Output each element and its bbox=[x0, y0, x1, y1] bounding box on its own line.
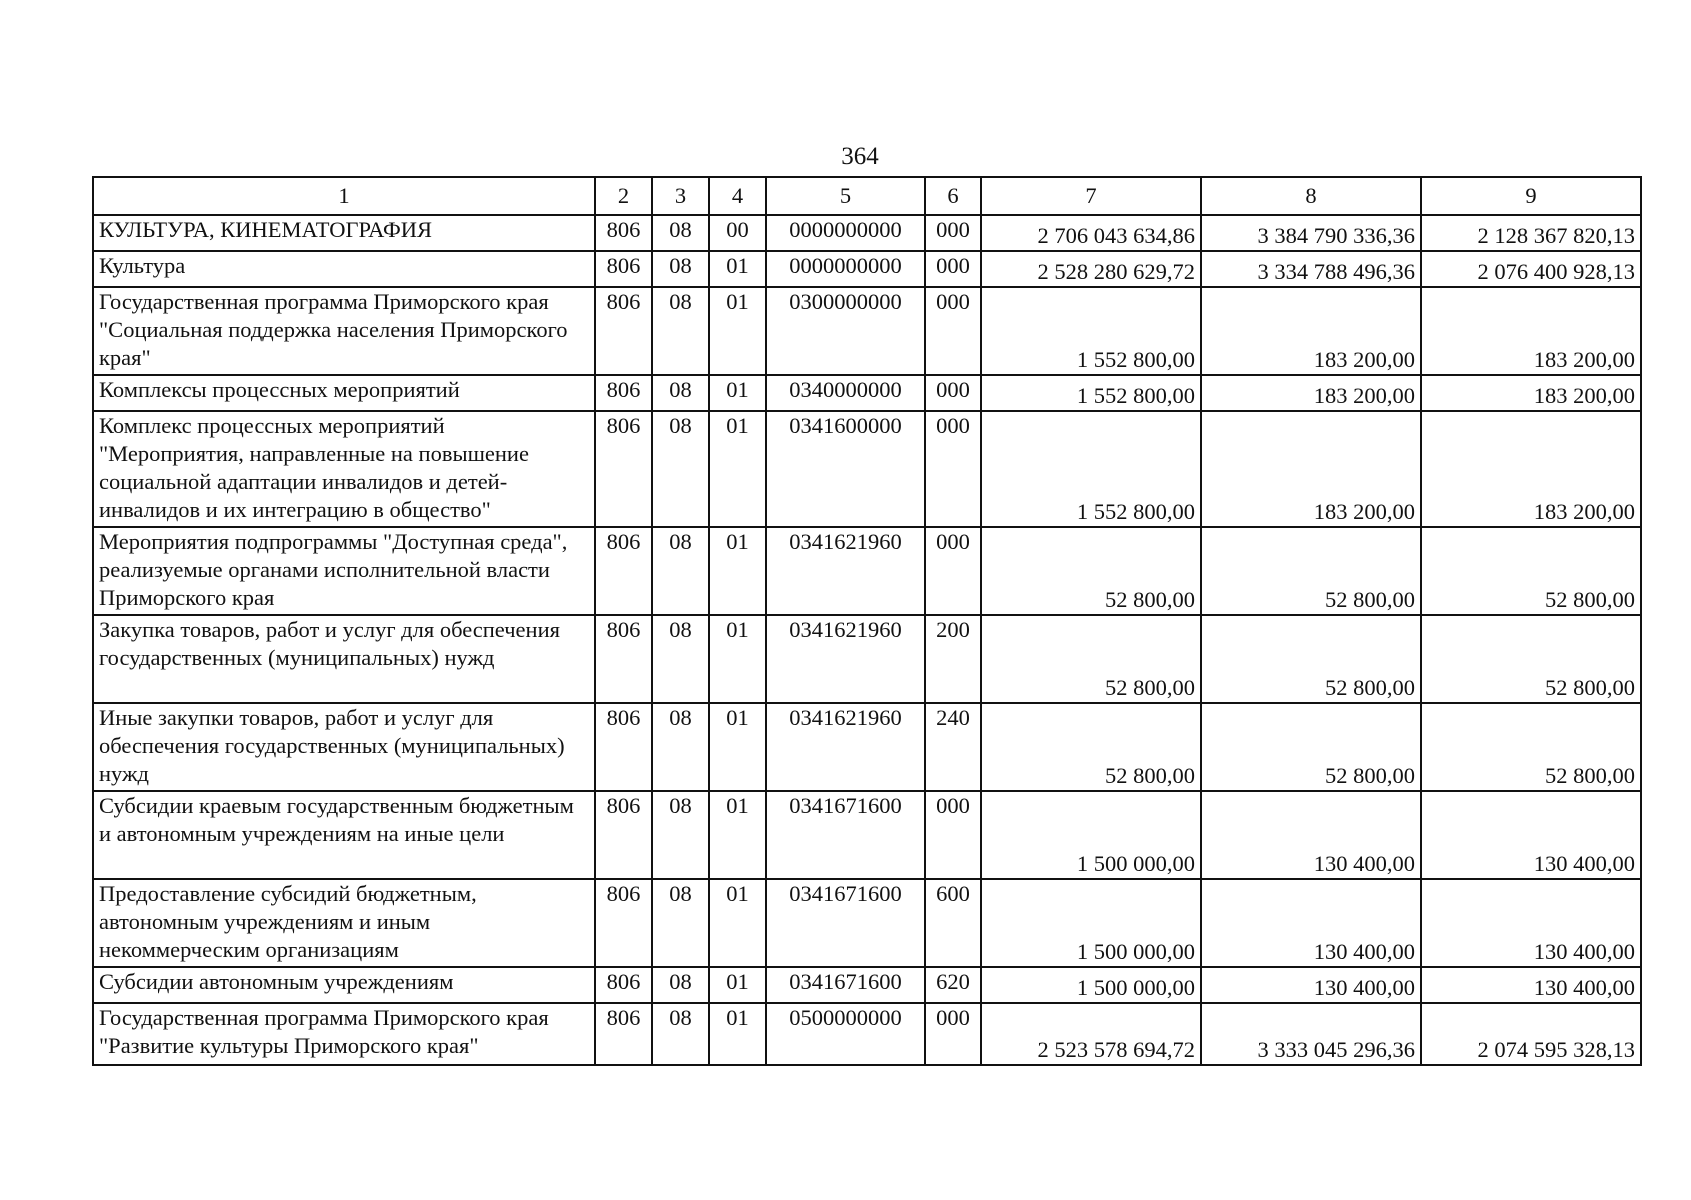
cell-code: 000 bbox=[925, 527, 981, 615]
cell-code: 806 bbox=[595, 215, 652, 251]
cell-code: 0341671600 bbox=[766, 967, 925, 1003]
column-header: 5 bbox=[766, 177, 925, 215]
cell-code: 600 bbox=[925, 879, 981, 967]
row-name: Субсидии краевым государственным бюджетным и автономным учреждениям на иные цели bbox=[93, 791, 595, 879]
cell-code: 08 bbox=[652, 703, 709, 791]
row-name: Комплекс процессных мероприятий "Мероприятия, направленные на повышение социальной адаптации инвалидов и детей-инвалидов и их интеграцию в общество" bbox=[93, 411, 595, 527]
table-row bbox=[93, 967, 1641, 1003]
row-name: Комплексы процессных мероприятий bbox=[93, 375, 595, 411]
cell-code: 0341621960 bbox=[766, 615, 925, 703]
table-row bbox=[93, 251, 1641, 287]
cell-code: 0000000000 bbox=[766, 251, 925, 287]
cell-amount: 3 333 045 296,36 bbox=[1201, 1003, 1421, 1065]
cell-code: 806 bbox=[595, 375, 652, 411]
cell-amount: 52 800,00 bbox=[981, 527, 1201, 615]
row-name: Субсидии автономным учреждениям bbox=[93, 967, 595, 1003]
table-row bbox=[93, 375, 1641, 411]
cell-code: 01 bbox=[709, 251, 766, 287]
cell-code: 806 bbox=[595, 703, 652, 791]
cell-amount: 130 400,00 bbox=[1421, 879, 1641, 967]
column-header: 4 bbox=[709, 177, 766, 215]
cell-amount: 2 523 578 694,72 bbox=[981, 1003, 1201, 1065]
cell-amount: 130 400,00 bbox=[1201, 791, 1421, 879]
row-name: Предоставление субсидий бюджетным, автономным учреждениям и иным некоммерческим организациям bbox=[93, 879, 595, 967]
cell-code: 08 bbox=[652, 967, 709, 1003]
table-row bbox=[93, 287, 1641, 375]
cell-code: 620 bbox=[925, 967, 981, 1003]
cell-code: 000 bbox=[925, 411, 981, 527]
cell-code: 01 bbox=[709, 527, 766, 615]
cell-amount: 1 552 800,00 bbox=[981, 411, 1201, 527]
cell-amount: 52 800,00 bbox=[981, 703, 1201, 791]
cell-code: 200 bbox=[925, 615, 981, 703]
cell-code: 08 bbox=[652, 1003, 709, 1065]
cell-code: 08 bbox=[652, 411, 709, 527]
header-row bbox=[93, 177, 1641, 215]
cell-amount: 2 074 595 328,13 bbox=[1421, 1003, 1641, 1065]
cell-amount: 183 200,00 bbox=[1201, 287, 1421, 375]
table-row bbox=[93, 215, 1641, 251]
table-row bbox=[93, 1003, 1641, 1065]
cell-code: 01 bbox=[709, 967, 766, 1003]
cell-code: 01 bbox=[709, 791, 766, 879]
cell-code: 000 bbox=[925, 1003, 981, 1065]
cell-code: 000 bbox=[925, 791, 981, 879]
cell-amount: 130 400,00 bbox=[1201, 879, 1421, 967]
cell-amount: 1 552 800,00 bbox=[981, 375, 1201, 411]
cell-amount: 2 706 043 634,86 bbox=[981, 215, 1201, 251]
budget-table bbox=[92, 176, 1642, 1066]
cell-code: 0000000000 bbox=[766, 215, 925, 251]
cell-code: 000 bbox=[925, 375, 981, 411]
cell-amount: 2 528 280 629,72 bbox=[981, 251, 1201, 287]
cell-amount: 183 200,00 bbox=[1201, 375, 1421, 411]
column-header: 7 bbox=[981, 177, 1201, 215]
table-row bbox=[93, 791, 1641, 879]
cell-amount: 130 400,00 bbox=[1201, 967, 1421, 1003]
cell-code: 0341671600 bbox=[766, 791, 925, 879]
cell-code: 01 bbox=[709, 615, 766, 703]
cell-code: 08 bbox=[652, 375, 709, 411]
cell-amount: 52 800,00 bbox=[1201, 703, 1421, 791]
cell-code: 0340000000 bbox=[766, 375, 925, 411]
cell-amount: 1 500 000,00 bbox=[981, 791, 1201, 879]
cell-amount: 183 200,00 bbox=[1421, 375, 1641, 411]
cell-code: 0341600000 bbox=[766, 411, 925, 527]
cell-code: 08 bbox=[652, 527, 709, 615]
cell-code: 08 bbox=[652, 287, 709, 375]
row-name: КУЛЬТУРА, КИНЕМАТОГРАФИЯ bbox=[93, 215, 595, 251]
cell-code: 240 bbox=[925, 703, 981, 791]
column-header: 3 bbox=[652, 177, 709, 215]
cell-code: 01 bbox=[709, 375, 766, 411]
table-row bbox=[93, 527, 1641, 615]
cell-amount: 3 334 788 496,36 bbox=[1201, 251, 1421, 287]
cell-amount: 52 800,00 bbox=[1421, 615, 1641, 703]
row-name: Культура bbox=[93, 251, 595, 287]
cell-code: 000 bbox=[925, 215, 981, 251]
cell-amount: 1 552 800,00 bbox=[981, 287, 1201, 375]
cell-code: 08 bbox=[652, 791, 709, 879]
cell-amount: 2 076 400 928,13 bbox=[1421, 251, 1641, 287]
cell-code: 806 bbox=[595, 287, 652, 375]
column-header: 6 bbox=[925, 177, 981, 215]
row-name: Иные закупки товаров, работ и услуг для обеспечения государственных (муниципальных) нужд bbox=[93, 703, 595, 791]
table-row bbox=[93, 703, 1641, 791]
cell-code: 806 bbox=[595, 527, 652, 615]
cell-code: 08 bbox=[652, 251, 709, 287]
cell-code: 806 bbox=[595, 251, 652, 287]
row-name: Мероприятия подпрограммы "Доступная среда", реализуемые органами исполнительной власти Приморского края bbox=[93, 527, 595, 615]
column-header: 2 bbox=[595, 177, 652, 215]
cell-amount: 183 200,00 bbox=[1201, 411, 1421, 527]
cell-code: 01 bbox=[709, 411, 766, 527]
cell-code: 0341621960 bbox=[766, 703, 925, 791]
cell-code: 01 bbox=[709, 703, 766, 791]
cell-code: 01 bbox=[709, 1003, 766, 1065]
row-name: Государственная программа Приморского края "Социальная поддержка населения Приморского края" bbox=[93, 287, 595, 375]
table-row bbox=[93, 879, 1641, 967]
cell-amount: 130 400,00 bbox=[1421, 967, 1641, 1003]
cell-amount: 183 200,00 bbox=[1421, 411, 1641, 527]
column-header: 1 bbox=[93, 177, 595, 215]
cell-amount: 1 500 000,00 bbox=[981, 879, 1201, 967]
cell-code: 806 bbox=[595, 411, 652, 527]
cell-amount: 183 200,00 bbox=[1421, 287, 1641, 375]
cell-code: 806 bbox=[595, 615, 652, 703]
cell-code: 0500000000 bbox=[766, 1003, 925, 1065]
cell-amount: 52 800,00 bbox=[1421, 527, 1641, 615]
cell-code: 01 bbox=[709, 879, 766, 967]
cell-code: 806 bbox=[595, 879, 652, 967]
cell-code: 806 bbox=[595, 791, 652, 879]
cell-code: 0341671600 bbox=[766, 879, 925, 967]
cell-amount: 2 128 367 820,13 bbox=[1421, 215, 1641, 251]
cell-amount: 52 800,00 bbox=[1201, 527, 1421, 615]
cell-code: 806 bbox=[595, 1003, 652, 1065]
cell-code: 08 bbox=[652, 879, 709, 967]
cell-code: 00 bbox=[709, 215, 766, 251]
column-header: 9 bbox=[1421, 177, 1641, 215]
cell-code: 000 bbox=[925, 287, 981, 375]
row-name: Государственная программа Приморского края "Развитие культуры Приморского края" bbox=[93, 1003, 595, 1065]
cell-amount: 52 800,00 bbox=[1201, 615, 1421, 703]
cell-code: 806 bbox=[595, 967, 652, 1003]
cell-amount: 1 500 000,00 bbox=[981, 967, 1201, 1003]
cell-amount: 130 400,00 bbox=[1421, 791, 1641, 879]
cell-code: 0300000000 bbox=[766, 287, 925, 375]
cell-code: 08 bbox=[652, 215, 709, 251]
page-number: 364 bbox=[841, 143, 879, 170]
table-row bbox=[93, 411, 1641, 527]
column-header: 8 bbox=[1201, 177, 1421, 215]
cell-amount: 52 800,00 bbox=[1421, 703, 1641, 791]
cell-code: 08 bbox=[652, 615, 709, 703]
table-row bbox=[93, 615, 1641, 703]
cell-amount: 52 800,00 bbox=[981, 615, 1201, 703]
row-name: Закупка товаров, работ и услуг для обеспечения государственных (муниципальных) нужд bbox=[93, 615, 595, 703]
cell-code: 0341621960 bbox=[766, 527, 925, 615]
cell-code: 000 bbox=[925, 251, 981, 287]
cell-amount: 3 384 790 336,36 bbox=[1201, 215, 1421, 251]
cell-code: 01 bbox=[709, 287, 766, 375]
